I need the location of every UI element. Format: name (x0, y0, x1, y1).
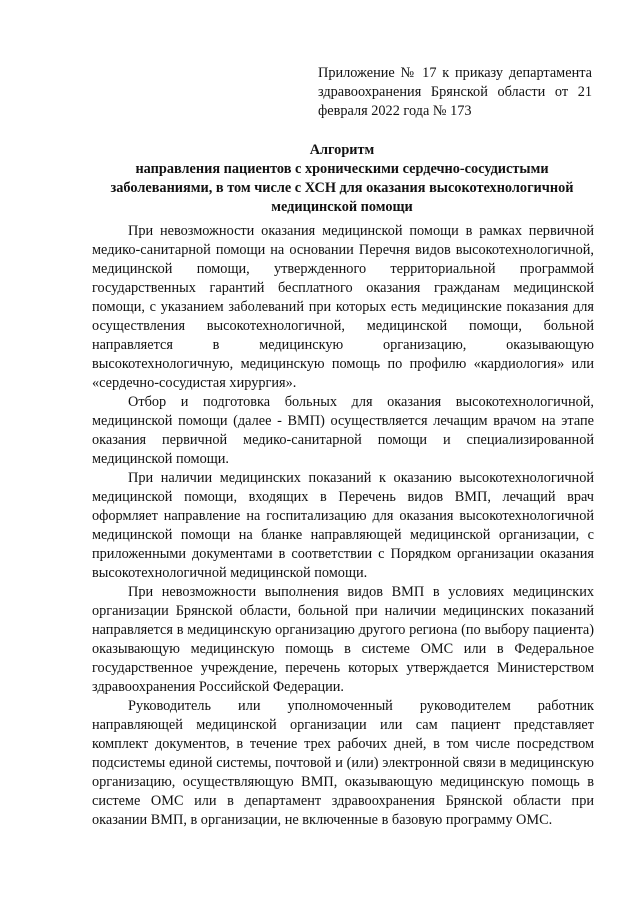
paragraph: При невозможности выполнения видов ВМП в условиях медицинских организации Брянской области, больной при наличии медицинских показаний направляется в медицинскую организацию другого региона (по выбору пациента) оказывающую медицинскую помощь в системе ОМС или в Федеральное государственное учреждение, перечень которых утверждается Министерством здравоохранения Российской Федерации. (92, 584, 594, 695)
paragraph: При наличии медицинских показаний к оказанию высокотехнологичной медицинской помощи, входящих в Перечень видов ВМП, лечащий врач оформляет направление на госпитализацию для оказания высокотехнологичной медицинской помощи на бланке направляющей медицинской организации, с приложенными документами в соответствии с Порядком организации оказания высокотехнологичной медицинской помощи. (92, 470, 594, 581)
document-body (92, 222, 594, 830)
paragraph: Руководитель или уполномоченный руководителем работник направляющей медицинской организации или сам пациент представляет комплект документов, в течение трех рабочих дней, в том числе посредством подсистемы единой системы, почтовой и (или) электронной связи в медицинскую организацию, осуществляющую ВМП, оказывающую медицинскую помощь в системе ОМС или в департамент здравоохранения Брянской области при оказании ВМП, в организации, не включенные в базовую программу ОМС. (92, 698, 594, 828)
annex-header: Приложение № 17 к приказу департамента здравоохранения Брянской области от 21 февраля 2022 года № 173 (318, 65, 592, 119)
title-heading: Алгоритм (309, 142, 375, 158)
paragraph: При невозможности оказания медицинской помощи в рамках первичной медико-санитарной помощи на основании Перечня видов высокотехнологичной, медицинской помощи, утвержденного территориальной программой государственных гарантий бесплатного оказания гражданам медицинской помощи, с указанием заболеваний при которых есть медицинские показания для осуществления высокотехнологичной, медицинской помощи, больной направляется в медицинскую организацию, оказывающую высокотехнологичную, медицинскую помощь по профилю «кардиология» или «сердечно-сосудистая хирургия». (92, 223, 594, 391)
paragraph: Отбор и подготовка больных для оказания высокотехнологичной, медицинской помощи (далее - ВМП) осуществляется лечащим врачом на этапе оказания первичной медико-санитарной помощи и специализированной медицинской помощи. (92, 394, 594, 467)
title-subheading: направления пациентов с хроническими сердечно-сосудистыми заболеваниями, в том числе с ХСН для оказания высокотехнологичной медицинской помощи (110, 161, 574, 215)
document-title (92, 141, 592, 217)
